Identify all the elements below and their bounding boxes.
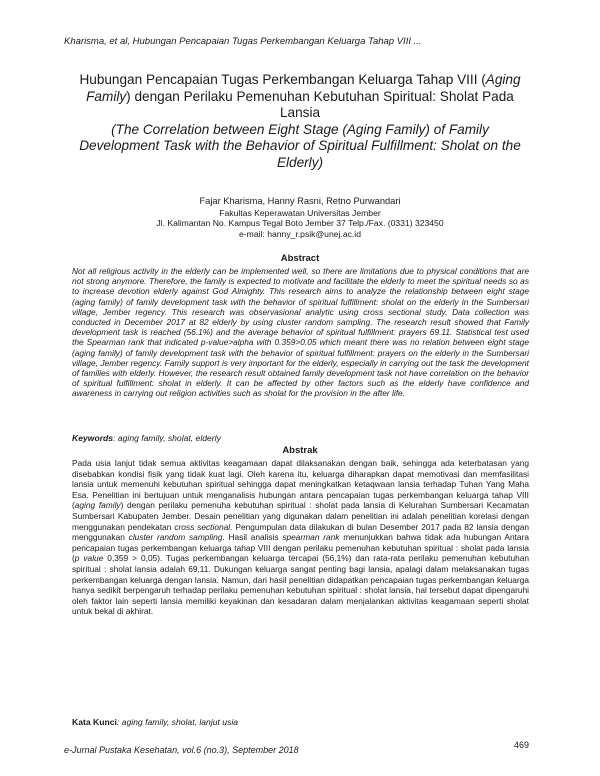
title-id-part2: ) dengan Perilaku Pemenuhan Kebutuhan Spiritual: Sholat Pada Lansia	[126, 88, 514, 120]
paper-title	[70, 72, 530, 171]
abstrak-seg-1: Pada usia lanjut tidak semua aktivitas keagamaan dapat dilaksanakan dengan baik, sehingga ada keterbatasan yang disebabkan kondisi fisik yang tidak kuat lagi. Oleh karena itu, keluarga diharapkan dapat memotivasi dan memfasilitasi lansia untuk memenuhi kebutuhan spiritual sehingga dapat meningkatkan ketaqwaan lansia terhadap Tuhan Yang Maha Esa. Penelitian ini bertujuan untuk menganalisis hubungan antara pencapaian tugas perkembangan keluarga tahap VIII (	[72, 458, 529, 511]
kata-kunci-text: : aging family, sholat, lanjut usia	[116, 717, 239, 727]
abstrak-italic-1: aging family	[74, 500, 121, 511]
footer-journal: e-Jurnal Pustaka Kesehatan, vol.6 (no.3), September 2018	[64, 745, 299, 755]
abstrak-italic-5: p value	[74, 553, 104, 564]
abstrak-italic-3: cluster random sampling	[128, 532, 223, 543]
title-id-italic: Aging Family	[86, 72, 521, 104]
abstrak-italic-4: spearman rank	[282, 532, 340, 543]
abstrak-heading: Abstrak	[282, 445, 318, 456]
author-faculty: Fakultas Keperawatan Universitas Jember	[219, 207, 381, 218]
authors-block	[70, 196, 530, 239]
abstrak-text	[72, 458, 529, 617]
abstrak-italic-2: cross sectional	[174, 521, 231, 532]
abstrak-seg-2: ) dengan perilaku pemenuha kebutuhan spiritual : sholat pada lansia di Kelurahan Sumbersari Kecamatan Sumbersari Kabupaten Jember. Desain penelitian yang digunakan dalam penelitian ini adalah penelitian korelasi dengan menggunakan pendekatan	[72, 500, 529, 532]
title-id-part1: Hubungan Pencapaian Tugas Perkembangan Keluarga Tahap VIII (	[79, 72, 486, 87]
author-email: e-mail: hanny_r.psik@unej.ac.id	[239, 228, 361, 239]
abstrak-seg-4: . Hasil analisis	[222, 532, 283, 543]
abstrak-seg-6: 0,359 > 0,05). Tugas perkembangan keluarga tercapai (56,1%) dan rata-rata perilaku pemenuhan kebutuhan spiritual : sholat lansia adalah 69,11. Dukungan keluarga sangat penting bagi lansia, apalagi dalam melaksanakan tugas perkembangan keluarga dengan lansia. Namun, dari hasil penelitian didapatkan pencapaian tugas perkembangan keluarga hanya sedikit berpengaruh terhadap perilaku pemenuhan kebutuhan spiritual : sholat lansia, hal tersebut dapat dipengaruhi oleh faktor lain seperti lansia memiliki keyakinan dan kesadaran dalam menjalankan aktivitas keagamaan seperti sholat untuk bekal di akhirat.	[72, 553, 530, 617]
keywords-line	[72, 433, 221, 443]
keywords-label: Keywords	[72, 433, 114, 443]
abstrak-seg-3: . Pengumpulan data dilakukan di bulan Desember 2017 pada 82 lansia dengan menggunakan	[72, 521, 530, 543]
author-names: Fajar Kharisma, Hanny Rasni, Retno Purwandari	[199, 196, 401, 206]
kata-kunci-line	[72, 717, 238, 727]
abstract-text: Not all religious activity in the elderly can be implemented well, so there are limitations due to physical conditions that are not strong anymore. Therefore, the family is expected to motivate and facilitate the elderly to meet the spiritual needs so as to increase devotion elderly against God Almighty. This research aims to analyze the relationship between eight stage (aging family) of family development task with the behavior of spiritual fulfillment: sholat on the elderly in the Sumbersari village, Jember regency. This research was observasional analytic using cross sectional study. Data collection was conducted in December 2017 at 82 elderly by using cluster random sampling. The research result showed that Family development task is reached (56.1%) and the average behavior of spiritual fulfillment: prayers 69.11. Statistical test used the Spearman rank that indicated p-value>alpha with 0.359>0.05 which meant there was no relation between eight stage (aging family) of family development task with the behavior of spiritual fulfillment: prayers on the elderly in the Sumbersari village, Jember regency. Family support is very important for the elderly, especially in carrying out the task the development of families with elderly. However, the research result obtained family development task not have correlation on the behavior of spiritual fulfillment: sholat in elderly. It can be affected by other factors such as the elderly have confidence and awareness in carrying out religion activities such as sholat for the provision in the after life.	[72, 266, 529, 399]
page-number: 469	[514, 740, 530, 750]
author-address: Jl. Kalimantan No. Kampus Tegal Boto Jember 37 Telp./Fax. (0331) 323450	[156, 218, 444, 228]
running-header: Kharisma, et al, Hubungan Pencapaian Tugas Perkembangan Keluarga Tahap VIII ...	[64, 36, 422, 47]
abstrak-seg-5: menunjukkan bahwa tidak ada hubungan Antara pencapaian tugas perkembangan keluarga tahap VIII dengan perilaku pemenuhan kebutuhan spiritual : sholat pada lansia (	[72, 532, 529, 564]
keywords-text: : aging family, sholat, elderly	[113, 433, 221, 443]
title-indonesian	[70, 72, 530, 122]
abstract-heading: Abstract	[280, 253, 320, 264]
kata-kunci-label: Kata Kunci	[72, 717, 117, 727]
title-english: (The Correlation between Eight Stage (Aging Family) of Family Development Task with the Behavior of Spiritual Fulfillment: Sholat on the Elderly)	[79, 121, 521, 170]
